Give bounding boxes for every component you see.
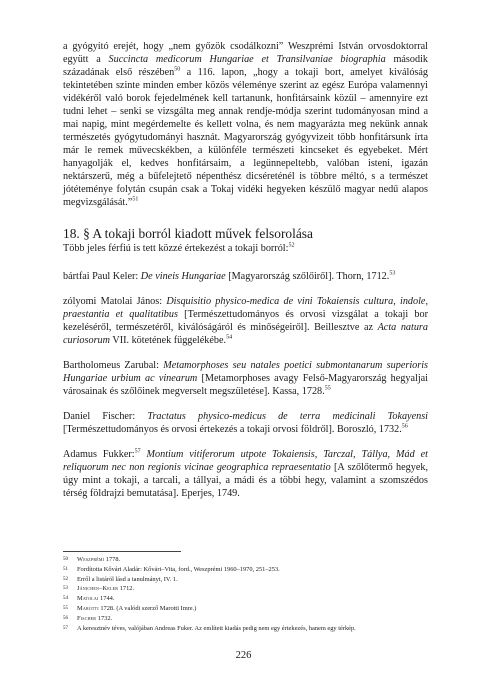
footnote-number: 52 [63, 576, 68, 582]
author: Adamus Fukker: [63, 449, 135, 460]
author: bártfai Paul Keler: [63, 271, 141, 282]
text-span: [Természettudományos és orvosi értekezés a tokaji orvosi földről]. Boroszló, 1732. [63, 424, 402, 435]
text-span: [Metamorphoses avagy Felső-Magyarország hegyaljai városainak és szőlőinek megverselt megszületése]. Kassa, 1728. [63, 373, 428, 397]
bibliography-entry [63, 295, 428, 347]
text-span: 1778. [104, 556, 121, 563]
footnote-ref[interactable]: 55 [324, 385, 331, 392]
footnote-ref[interactable]: 52 [288, 242, 295, 249]
footnote [63, 624, 428, 634]
text-span: 1728. (A valódi szerző Marotti Imre.) [98, 604, 197, 612]
text-span: második századának első részében [63, 54, 428, 78]
text-span: A keresztnév téves, valójában Andreas Fuker. Az említett kiadás pedig nem egy értekezés, hanem egy térkép. [77, 624, 356, 632]
footnote-number: 53 [63, 586, 68, 592]
text-span: 1732. [96, 614, 113, 622]
main-text [63, 40, 428, 512]
footnote-number: 54 [63, 596, 68, 602]
footnote-text [77, 555, 120, 565]
footnote-text [77, 565, 280, 575]
text-span: a gyógyító erejét, hogy „nem győzök csodálkozni” Weszprémi István orvosdoktorral együtt a [63, 41, 428, 65]
work-title: Montium vitiferorum utpote Tokaiensis, Tarczal, Tállya, Mád et reliquorum nec non regionis vicinae geographica repraesentatio [63, 449, 428, 473]
footnote-number: 55 [63, 605, 68, 611]
work-title: Tractatus physico-medicus de terra medicinali Tokayensi [147, 411, 428, 422]
footnote-text [77, 624, 356, 634]
text-span: 1744. [98, 595, 115, 603]
footnote-ref[interactable]: 51 [132, 196, 139, 203]
text-span: a 116. lapon, „hogy a tokaji bort, amelyet kiválóság tekintetében szinte minden ember közös véleménye szerint az egész Európa valamennyi vidékéről való borok fejedelmének kell tartanunk, honfitársaink közül – amennyire ezt tudni lehet – senki se vizsgálta meg annak rendje-módja szerint tudományosan mind a mai napig, mint megérdemelte és kellett volna, és nem magyarázta meg nekünk annak természetés gyógytudományi hasznát. Magyarország gyógyvizeit több honfitársunk írta már le remek művecskékben, a különféle természeti kincseket és egyebeket. Mért hanyagolják el, kedves honfitársaim, a legünnepeltebb, valóban isteni, igazán nektárszerű, még a bűfelejtető népenthész dicséreténél is többre méltó, s a természet jótéteménye folytán csupán csak a Tokaj vidéki hegyeken készülő magyar nedű alapos megvizsgálását.” [63, 67, 428, 208]
paragraph-quote [63, 40, 428, 209]
section-intro [63, 242, 428, 255]
section-heading: 18. § A tokaji borról kiadott művek felsorolása [63, 226, 313, 241]
author-smallcaps: Weszprémi [77, 556, 105, 563]
footnote [63, 575, 428, 585]
text-span: Erről a listáról lásd a tanulmányt, IV. 1. [77, 575, 178, 583]
text-span: Fordította Kővári Aladár: Kővári–Vita, ford., Weszprémi 1960–1970, 251–253. [77, 565, 280, 573]
footnote-ref[interactable]: 57 [134, 448, 141, 455]
text-span: [Természettudományos és orvosi vizsgálat a tokaji bor kezeléséről, természetéről, kiválóságáról és minőségeiről]. Beillesztve az [63, 309, 428, 333]
footnote-text [77, 594, 114, 604]
footnote [63, 565, 428, 575]
bibliography-entry [63, 410, 428, 436]
text-span: Több jeles férfiú is tett közzé értekezést a tokaji borról: [63, 243, 289, 254]
author-smallcaps: Jánichen–Keler [77, 585, 119, 593]
footnote [63, 584, 428, 594]
footnote-number: 50 [63, 557, 68, 562]
footnote [63, 555, 428, 565]
work-title: Disquisitio physico-medica de vini Tokaiensis cultura, indole, praestantia et qualitatibus [63, 296, 429, 320]
author: Daniel Fischer: [63, 411, 148, 422]
bibliography-entry [63, 359, 428, 398]
footnote-text [77, 575, 178, 585]
text-span: VII. kötetének függelékébe. [109, 335, 227, 346]
text-span: [A szőlőtermő hegyek, úgy mint a tokaji, a tarcali, a tállyai, a mádi és a többi hegy, valamint a szomszédos térség földrajzi bemutatása]. Eperjes, 1749. [63, 462, 428, 499]
footnote-divider [63, 551, 181, 552]
page-number: 226 [235, 650, 252, 661]
work-title: De vineis Hungariae [140, 271, 226, 282]
footnote-text [77, 614, 112, 624]
footnote-ref[interactable]: 53 [389, 270, 396, 277]
footnote-number: 51 [63, 566, 68, 572]
footnote-number: 57 [63, 625, 68, 631]
text-span: [Magyarország szőlőiről]. Thorn, 1712. [225, 271, 390, 282]
author: zólyomi Matolai János: [63, 296, 167, 307]
footnote-ref[interactable]: 50 [174, 66, 181, 73]
work-title: Metamorphoses seu natales poetici submontanarum superioris Hungariae urbium ac vinearum [63, 360, 428, 384]
text-span: 1712. [118, 585, 135, 593]
author-smallcaps: Marotti [77, 604, 99, 612]
bibliography-entry [63, 448, 428, 500]
footnote-ref[interactable]: 54 [226, 334, 233, 341]
footnote [63, 594, 428, 604]
footnote-ref[interactable]: 56 [401, 423, 408, 430]
bibliography-entry [63, 270, 428, 283]
journal-title: Acta natura curiosorum [63, 322, 428, 346]
footnotes [63, 551, 428, 633]
footnote [63, 604, 428, 614]
book-title: Succincta medicorum Hungariae et Transilvaniae biographia [108, 54, 386, 65]
footnote [63, 614, 428, 624]
footnote-text [77, 604, 196, 614]
author-smallcaps: Matolai [77, 595, 99, 603]
author-smallcaps: Fischer [77, 614, 97, 622]
footnote-number: 56 [63, 615, 68, 621]
author: Bartholomeus Zarubal: [63, 360, 164, 371]
footnote-text [77, 584, 134, 594]
